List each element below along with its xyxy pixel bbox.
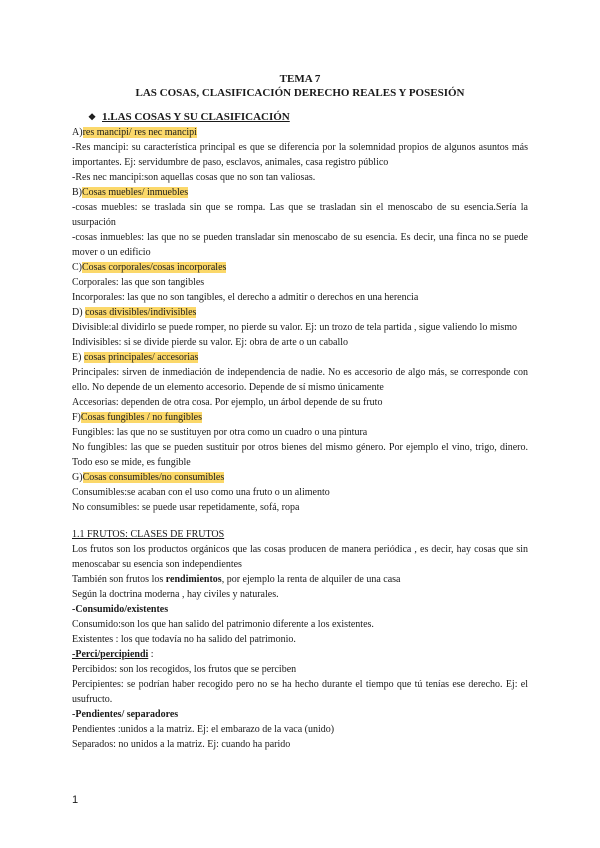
- item-d-heading: [72, 305, 528, 320]
- section-heading-text: 1.LAS COSAS Y SU CLASIFICACIÓN: [102, 111, 290, 123]
- paragraph: Principales: sirven de inmediación de independencia de nadie. No es accesorio de algo más, se corresponde con ello. No depende de un elemento accesorio. Depende de sí mismo únicamente: [72, 367, 528, 393]
- highlight: Cosas muebles/ inmuebles: [82, 187, 189, 198]
- item-f-heading: [72, 410, 528, 425]
- paragraph: No fungibles: las que se pueden sustituir por otros bienes del mismo género. Por ejemplo el vino, trigo, dinero. Todo eso se mide, es fungible: [72, 442, 528, 468]
- paragraph: -cosas inmuebles: las que no se pueden transladar sin menoscabo de su esencia. Es decir, una finca no se puede mover o un edificio: [72, 232, 528, 258]
- highlight: cosas principales/ accesorias: [83, 352, 199, 363]
- item-prefix: C): [72, 262, 82, 273]
- paragraph: Percipientes: se podrían haber recogido pero no se ha hecho durante el tiempo que tú tenías ese derecho. Ej: el usufructo.: [72, 679, 528, 705]
- item-prefix: D): [72, 307, 86, 318]
- item-a-heading: [72, 125, 528, 140]
- paragraph: Separados: no unidos a la matriz. Ej: cuando ha parido: [72, 739, 291, 750]
- bold-term: rendimientos: [165, 574, 222, 585]
- paragraph: -cosas muebles: se traslada sin que se rompa. Las que se trasladan sin el menoscabo de su esencia.Sería la usurpación: [72, 202, 528, 228]
- paragraph: Divisible:al dividirlo se puede romper, no pierde su valor. Ej: un trozo de tela partida , sigue valiendo lo mismo: [72, 322, 518, 333]
- category-heading: [72, 647, 528, 662]
- item-g-heading: [72, 470, 528, 485]
- section-heading: [72, 110, 528, 125]
- text-run: También son frutos los: [72, 574, 166, 585]
- doc-title: TEMA 7: [279, 73, 321, 85]
- paragraph: -Res nec mancipi:son aquellas cosas que no son tan valiosas.: [72, 172, 316, 183]
- paragraph: Accesorias: dependen de otra cosa. Por ejemplo, un árbol depende de su fruto: [72, 397, 383, 408]
- paragraph: Fungibles: las que no se sustituyen por otra como un cuadro o una pintura: [72, 427, 368, 438]
- document-page: [72, 72, 528, 752]
- paragraph: Pendientes :unidos a la matriz. Ej: el embarazo de la vaca (unido): [72, 724, 335, 735]
- paragraph: Existentes : los que todavía no ha salido del patrimonio.: [72, 634, 296, 645]
- paragraph: Consumido:son los que han salido del patrimonio diferente a los existentes.: [72, 619, 374, 630]
- paragraph: Indivisibles: si se divide pierde su valor. Ej: obra de arte o un caballo: [72, 337, 349, 348]
- highlight: Cosas corporales/cosas incorporales: [82, 262, 227, 273]
- highlight: Cosas consumibles/no consumibles: [82, 472, 225, 483]
- item-prefix: A): [72, 127, 83, 138]
- highlight: Cosas fungibles / no fungibles: [80, 412, 203, 423]
- text-run: , por ejemplo la renta de alquiler de una casa: [221, 574, 401, 585]
- page-number: 1: [72, 794, 79, 806]
- diamond-bullet-icon: ❖: [88, 112, 97, 122]
- paragraph: No consumibles: se puede usar repetidamente, sofá, ropa: [72, 502, 300, 513]
- item-prefix: B): [72, 187, 82, 198]
- doc-subtitle: LAS COSAS, CLASIFICACIÓN DERECHO REALES Y POSESIÓN: [135, 87, 465, 99]
- item-prefix: E): [72, 352, 84, 363]
- paragraph: [72, 572, 528, 587]
- item-e-heading: [72, 350, 528, 365]
- item-prefix: G): [72, 472, 83, 483]
- bold-underlined-term: -Perci/percipiendi: [72, 649, 149, 660]
- paragraph: Corporales: las que son tangibles: [72, 277, 205, 288]
- item-prefix: F): [72, 412, 81, 423]
- item-b-heading: [72, 185, 528, 200]
- text-run: :: [148, 649, 154, 660]
- paragraph: -Res mancipi: su característica principal es que se diferencia por la solemnidad propios de algunos asuntos más importantes. Ej: servidumbre de paso, esclavos, animales, casa registro público: [72, 142, 528, 168]
- highlight: res mancipi/ res nec mancipi: [82, 127, 197, 138]
- item-c-heading: [72, 260, 528, 275]
- paragraph: Según la doctrina moderna , hay civiles y naturales.: [72, 589, 279, 600]
- category-heading: -Consumido/existentes: [72, 604, 169, 615]
- highlight: cosas divisibles/indivisibles: [85, 307, 197, 318]
- paragraph: Percibidos: son los recogidos, los frutos que se perciben: [72, 664, 297, 675]
- paragraph: Incorporales: las que no son tangibles, el derecho a admitir o derechos en una herencia: [72, 292, 419, 303]
- paragraph: Los frutos son los productos orgánicos que las cosas producen de manera periódica , es decir, hay cosas que sin menoscabar su esencia son independientes: [72, 544, 528, 570]
- paragraph: Consumibles:se acaban con el uso como una fruto o un alimento: [72, 487, 330, 498]
- subsection-heading: 1.1 FRUTOS: CLASES DE FRUTOS: [72, 529, 225, 540]
- category-heading: -Pendientes/ separadores: [72, 709, 179, 720]
